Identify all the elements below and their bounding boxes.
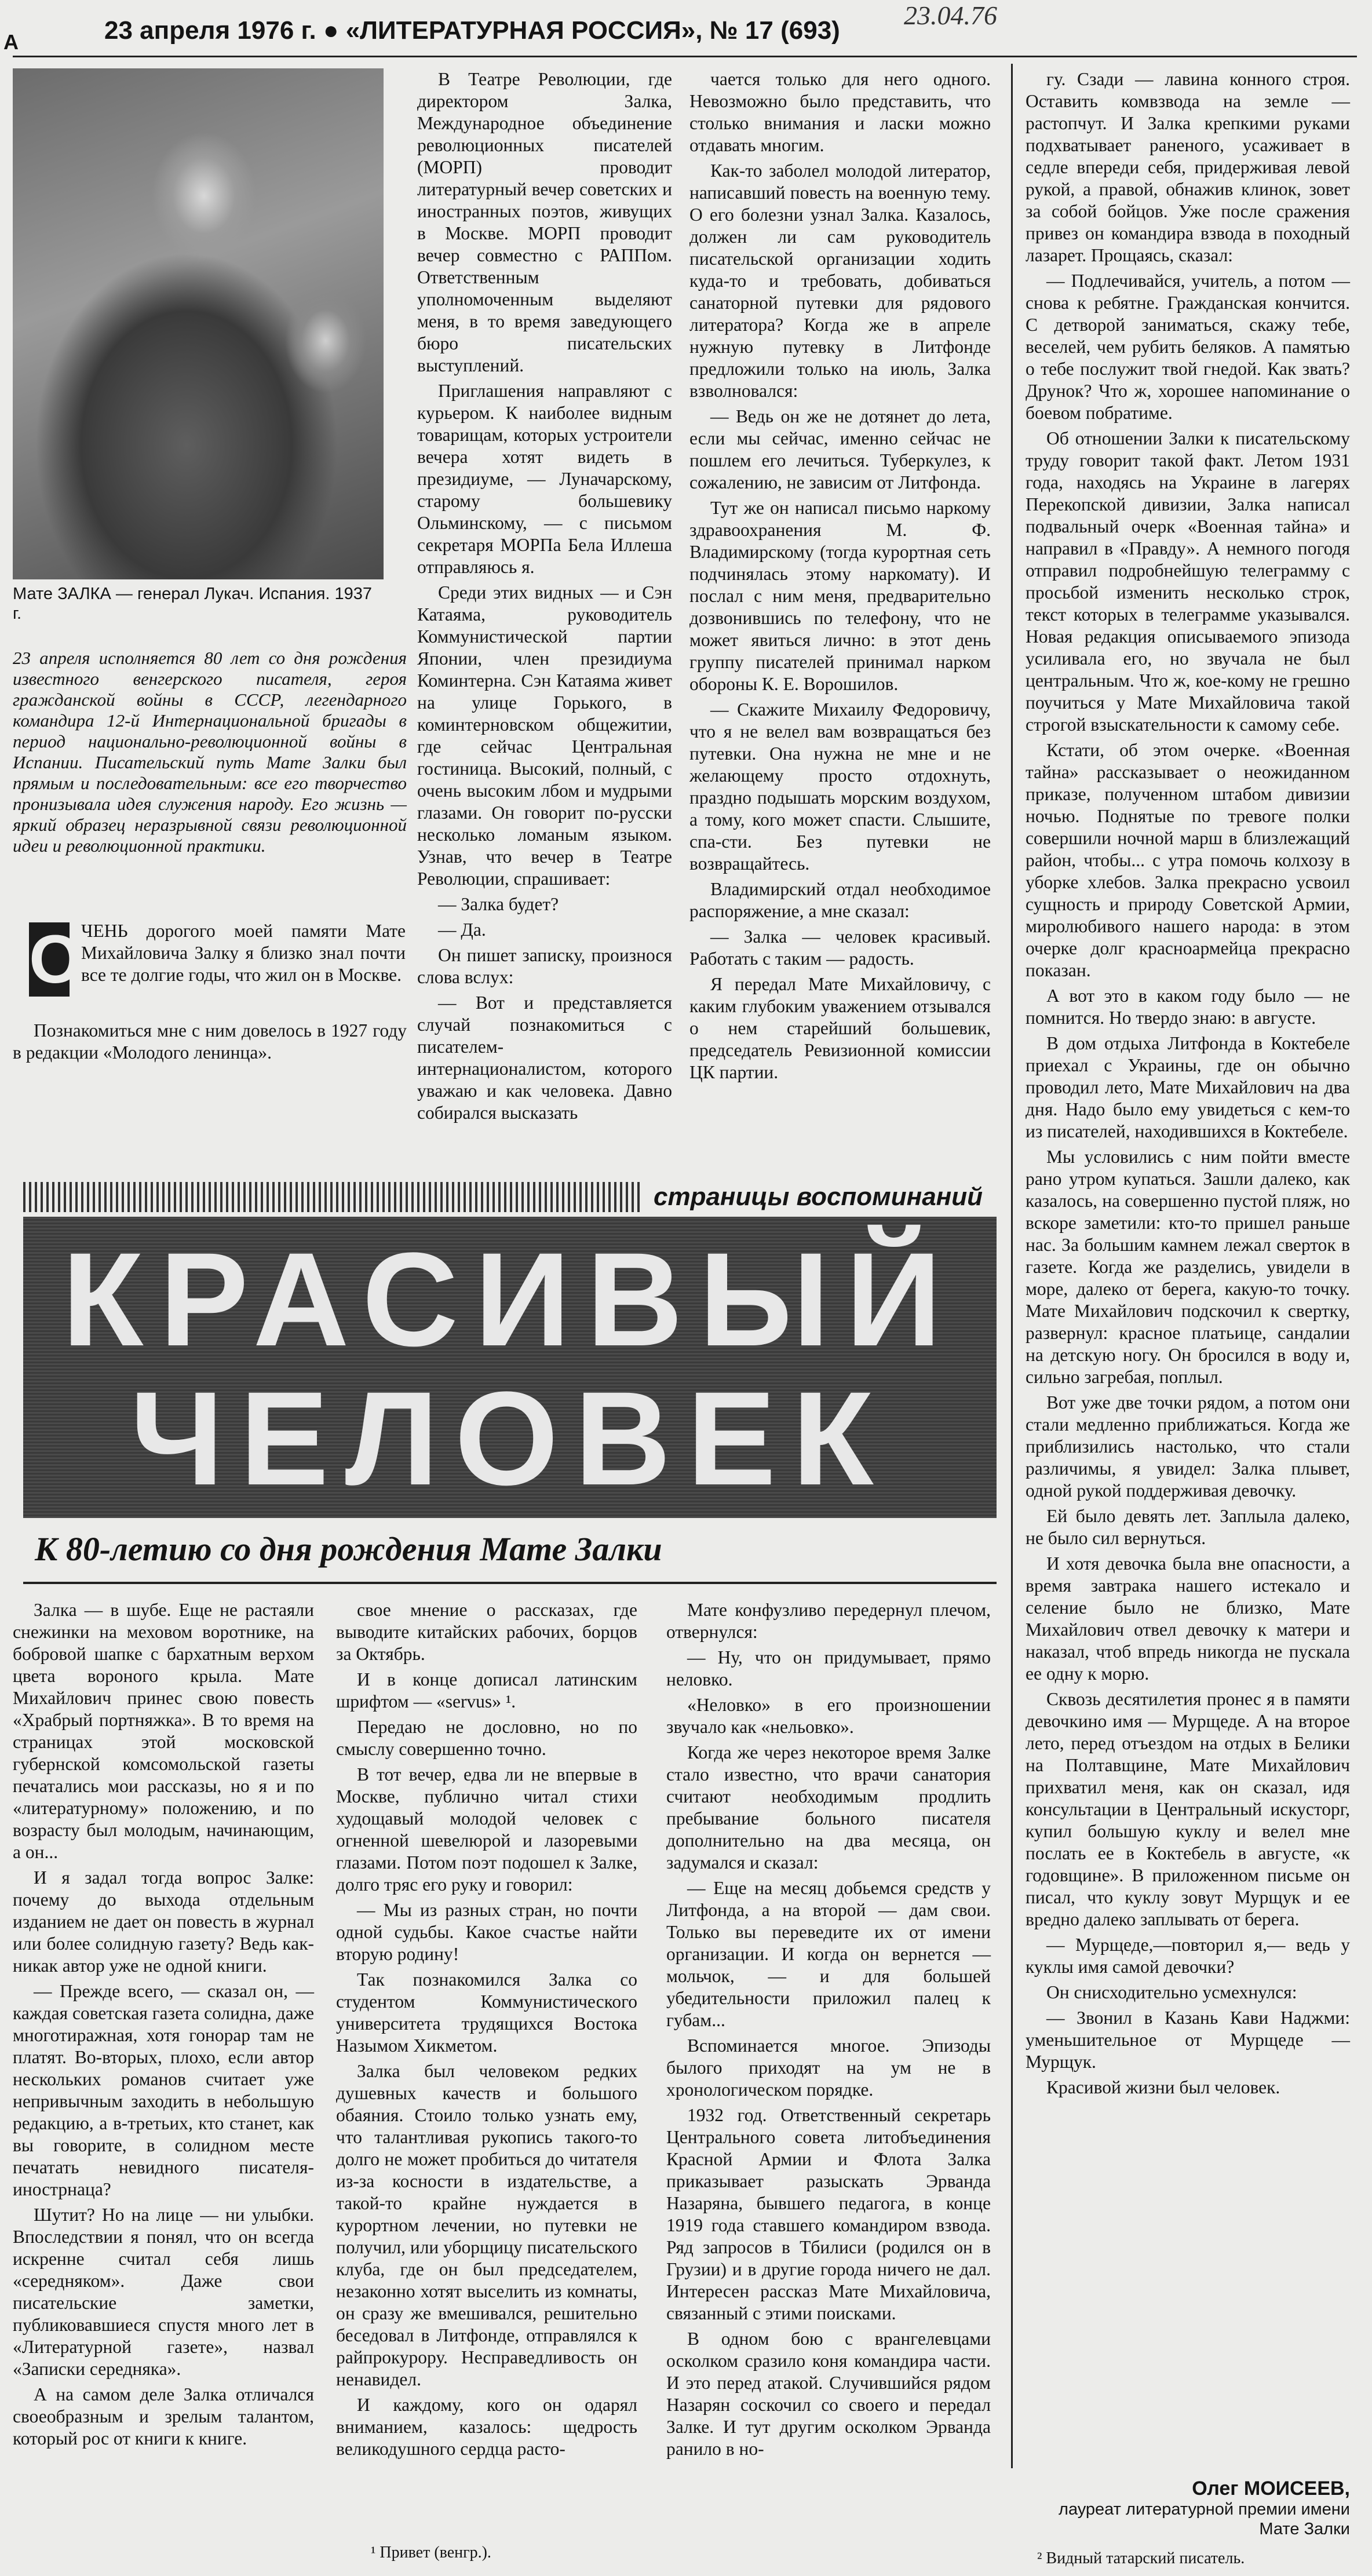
rubric-label: страницы воспоминаний — [640, 1182, 997, 1212]
column-divider — [1011, 64, 1013, 2468]
intro-text: 23 апреля исполняется 80 лет со дня рождения известного венгерского писателя, героя гражданской войны в СССР, легендарного командира 12-й Интернациональной бригады в период национально-революционной войны в Испании. Писательский путь Мате Залки был прямым и последовательным: все его творчество пронизывала идея служения народу. Его жизнь — яркий образец неразрывной связи революционной идеи и революционной практики. — [13, 648, 407, 856]
lead-more: Познакомиться мне с ним довелось в 1927 году в редакции «Молодого ленинца». — [13, 1020, 407, 1063]
subtitle-rule — [23, 1582, 997, 1584]
dropcap: О — [29, 921, 82, 998]
title-line-1: КРАСИВЫЙ — [62, 1225, 958, 1374]
footnote-1: ¹ Привет (венгр.). — [371, 2544, 491, 2562]
handwritten-date: 23.04.76 — [904, 1, 997, 30]
page-header: 23 апреля 1976 г. ● «ЛИТЕРАТУРНАЯ РОССИЯ», № 17 (693) — [104, 16, 840, 45]
article-subtitle: К 80-летию со дня рождения Мате Залки — [35, 1530, 662, 1568]
lead-text: ЧЕНЬ дорогого моей памяти Мате Михайловича Залку я близко знал почти все те долгие годы, что жил он в Москве. — [81, 921, 406, 985]
body-column-3: Мате конфузливо передернул плечом, отвернулся: — Ну, что он придумывает, прямо неловко. «Неловко» в его произношении звучало как «нельовко». Когда же через некоторое время Залке стало известно, что врачи санатория считают необходимым продлить пребывание больного писателя дополнительно на два месяца, он задумался и сказал: — Еще на месяц добьемся средств у Литфонда, а на второй — дам свои. Только вы переведите их от имени организации. И когда он вернется — мольчок, — и для большей убедительности приложил палец к губам... Вспоминается многое. Эпизоды былого приходят на ум не в хронологическом порядке. 1932 год. Ответственный секретарь Центрального совета литобъединения Красной Армии и Флота Залка приказывает разыскать Эрванда Назаряна, бывшего педагога, в конце 1919 года ставшего командиром взвода. Ряд запросов в Тбилиси (родился он в Грузии) и в другие города ничего не дал. Интересен рассказ Мате Михайловича, связанный с этими поисками. В одном бою с врангелевцами осколком сразило коня командира части. И это перед атакой. Случившийся рядом Назарян соскочил со своего и передал Залке. И тут другим осколком Эрванда ранило в но- — [666, 1600, 991, 2459]
column-3: чается только для него одного. Невозможно было представить, что столько внимания и ласки можно отдавать многим. Как-то заболел молодой литератор, написавший повесть на военную тему. О его болезни узнал Залка. Казалось, должен ли сам руководитель писательской организации ходить куда-то и требовать, добиваться санаторной путевки для рядового литератора? Когда же в апреле нужную путевку в Литфонде предложили только на июль, Залка взволновался: — Ведь он же не дотянет до лета, если мы сейчас, именно сейчас не пошлем его лечиться. Туберкулез, к сожалению, не зависим от Литфонда. Тут же он написал письмо наркому здравоохранения М. Ф. Владимирскому (тогда курортная сеть подчинялась этому наркомату). И послал с ним меня, предварительно дозвонившись по телефону, что не может явиться лично: в этот день группу писателей принимал нарком обороны К. Е. Ворошилов. — Скажите Михаилу Федоровичу, что я не велел вам возвращаться без путевки. Она нужна не мне и не желающему просто отдохнуть, праздно подышать морским воздухом, а тому, кого может спасти. Слышите, спа-сти. Без путевки не возвращайтесь. Владимирский отдал необходимое распоряжение, а мне сказал: — Залка — человек красивый. Работать с таким — радость. Я передал Мате Михайловичу, с каким глубоким уважением отзывался о нем старейший большевик, председатель Ревизионной комиссии ЦК партии. — [689, 69, 991, 1082]
body-column-1: Залка — в шубе. Еще не растаяли снежинки на меховом воротнике, на бобровой шапке с бархатным верхом цвета вороного крыла. Мате Михайлович принес свою повесть «Храбрый портняжка». В то время на страницах этой московской губернской комсомольской газеты печатались мои рассказы, но я и по «литературному» положению, и по возрасту был молодым, начинающим, а он... И я задал тогда вопрос Залке: почему до выхода отдельным изданием не дает он повесть в журнал или более солидную газету? Ведь как-никак автор уже не одной книги. — Прежде всего, — сказал он, — каждая советская газета солидна, даже многотиражная, хотя гонорар там не платят. Во-вторых, плохо, если автор нескольких романов считает уже непривычным заходить в небольшую редакцию, а в-третьих, кто станет, как вы говорите, в солидном месте печатать невидного писателя-инострнаца? Шутит? Но на лице — ни улыбки. Впоследствии я понял, что он всегда искренне считал себя лишь «середняком». Даже свои писательские заметки, публиковавшиеся спустя много лет в «Литературной газете», назвал «Записки середняка». А на самом деле Залка отличался своеобразным и зрелым талантом, который рос от книги к книге. — [13, 1600, 314, 2449]
body-column-2: свое мнение о рассказах, где выводите китайских рабочих, борцов за Октябрь. И в конце дописал латинским шрифтом — «servus» ¹. Передаю не дословно, но по смыслу совершенно точно. В тот вечер, едва ли не впервые в Москве, публично читал стихи худощавый молодой человек с огненной шевелюрой и лазоревыми глазами. Потом поэт подошел к Залке, долго тряс его руку и говорил: — Мы из разных стран, но почти одной судьбы. Какое счастье найти вторую родину! Так познакомился Залка со студентом Коммунистического университета трудящихся Востока Назымом Хикметом. Залка был человеком редких душевных качеств и большого обаяния. Стоило только узнать ему, что талантливая рукопись такого-то долго не может пробиться до читателя из-за косности в издательстве, а такой-то крайне нуждается в курортном лечении, но путевки не получил, или уборщицу писательского клуба, где он был председателем, незаконно хотят выселить из комнаты, он сразу же вмешивался, решительно беседовал в Литфонде, отправлялся к райпрокурору. Несправедливость он ненавидел. И каждому, кого он одарял вниманием, казалось: щедрость великодушного сердца расто- — [336, 1600, 637, 2459]
author-signature — [1037, 2479, 1350, 2539]
column-2: В Театре Революции, где директором Залка, Международное объединение революционных писателей (МОРП) проводит литературный вечер советских и иностранных поэтов, живущих в Москве. МОРП проводит вечер совместно с РАППом. Ответственным уполномоченным выделяют меня, в то время заведующего бюро писательских выступлений. Приглашения направляют с курьером. К наиболее видным товарищам, которых устроители вечера хотят видеть в президиуме, — Луначарскому, старому большевику Ольминскому, — с письмом секретаря МОРПа Бела Иллеша отправляюсь я. Среди этих видных — и Сэн Катаяма, руководитель Коммунистической партии Японии, член президиума Коминтерна. Сэн Катаяма живет на улице Горького, в коминтерновском общежитии, где сейчас Центральная гостиница. Высокий, полный, с очень высоким лбом и мудрыми глазами. Он говорит по-русски несколько ломаным языком. Узнав, что вечер в Театре Революции, спрашивает: — Залка будет? — Да. Он пишет записку, произнося слова вслух: — Вот и представляется случай познакомиться с писателем-интернационалистом, которого уважаю и как человека. Давно собирался высказать — [417, 69, 672, 1123]
column-4: гу. Сзади — лавина конного строя. Оставить комвзвода на земле — растопчут. И Залка крепкими руками подхватывает раненого, усаживает в седле впереди себя, придерживая левой рукой, а правой, обнажив клинок, зовет за собой бойцов. Уже после сражения привез он командира взвода в походный лазарет. Прощаясь, сказал: — Подлечивайся, учитель, а потом — снова к ребятне. Гражданская кончится. С детворой заниматься, скажу тебе, веселей, чем рубить беляков. А памятью о тебе послужит твой гнедой. Как звать? Друнок? Что ж, хорошее напоминание о боевом побратиме. Об отношении Залки к писательскому труду говорит такой факт. Летом 1931 года, находясь на Украине в лагерях Перекопской дивизии, Залка написал подвальный очерк «Военная тайна» и направил в «Правду». А немного погодя отправил подробнейшую телеграмму с просьбой изменить несколько строк, текст которых в телеграмме указывался. Новая редакция описываемого эпизода усиливала его, но звучала не был центральным. Что ж, кое-кому не грешно поучиться у Мате Михайловича такой строгой взыскательности к самому себе. Кстати, об этом очерке. «Военная тайна» рассказывает о неожиданном приказе, полученном штабом дивизии ночью. Поднятые по тревоге полки совершили ночной марш в близлежащий район, чтобы... с утра помочь колхозу в уборке хлебов. Залка прекрасно усвоил сущность и природу Советской Армии, миролюбивого нашего народа: в этом очерке долг красноармейца прекрасно показан. А вот это в каком году было — не помнится. Но твердо знаю: в августе. В дом отдыха Литфонда в Коктебеле приехал с Украины, где он обычно проводил лето, Мате Михайлович на два дня. Надо было ему увидеться с кем-то из писателей, находившихся в Коктебеле. Мы условились с ним пойти вместе рано утром купаться. Зашли далеко, как казалось, на совершенно пустой пляж, но вскоре заметили: кто-то пришел раньше нас. За большим камнем лежал сверток в газете. Когда же разделись, увидели в море, далеко от берега, какую-то точку. Мате Михайлович подскочил к свертку, развернул: красное платьице, сандалии на детскую ногу. Он бросился в воду и, сильно загребая, поплыл. Вот уже две точки рядом, а потом они стали медленно приближаться. Когда же приблизились настолько, что стали различимы, я увидел: Залка плывет, одной рукой поддерживая девочку. Ей было девять лет. Заплыла далеко, не было сил вернуться. И хотя девочка была вне опасности, а время завтрака нашего истекало и селение было не близко, Мате Михайлович отвел девочку к матери и наказал, чтоб впредь никогда не пускала ее одну к морю. Сквозь десятилетия пронес я в памяти девочкино имя — Мурщеде. А на второе лето, перед отъездом на отдых в Белики на Полтавщине, Мате Михайлович прихватил меня, как он сказал, идя консультации в Центральный искусторг, купил большую куклу и велел мне послать ее в Коктебель в августе, «к годовщине». В приложенном письме он писал, что куклу зовут Мурщук и ее вредно далеко заплывать от берега. — Мурщеде,—повторил я,— ведь у куклы имя самой девочки? Он снисходительно усмехнулся: — Звонил в Казань Кави Наджми: уменьшительное от Мурщеде — Мурщук. Красивой жизни был человек. — [1026, 69, 1350, 2097]
article-title-banner — [23, 1217, 997, 1518]
section-rubric — [23, 1182, 997, 1212]
footnote-2: ² Видный татарский писатель. — [1037, 2549, 1245, 2567]
corner-mark: А — [3, 30, 19, 54]
author-title: лауреат литературной премии имени Мате Залки — [1059, 2500, 1350, 2538]
portrait-photo — [13, 68, 384, 579]
photo-caption: Мате ЗАЛКА — генерал Лукач. Испания. 1937 г. — [13, 585, 373, 623]
title-line-2: ЧЕЛОВЕК — [130, 1364, 890, 1513]
header-rule — [13, 56, 1357, 57]
author-name: Олег МОИСЕЕВ, — [1192, 2478, 1350, 2500]
